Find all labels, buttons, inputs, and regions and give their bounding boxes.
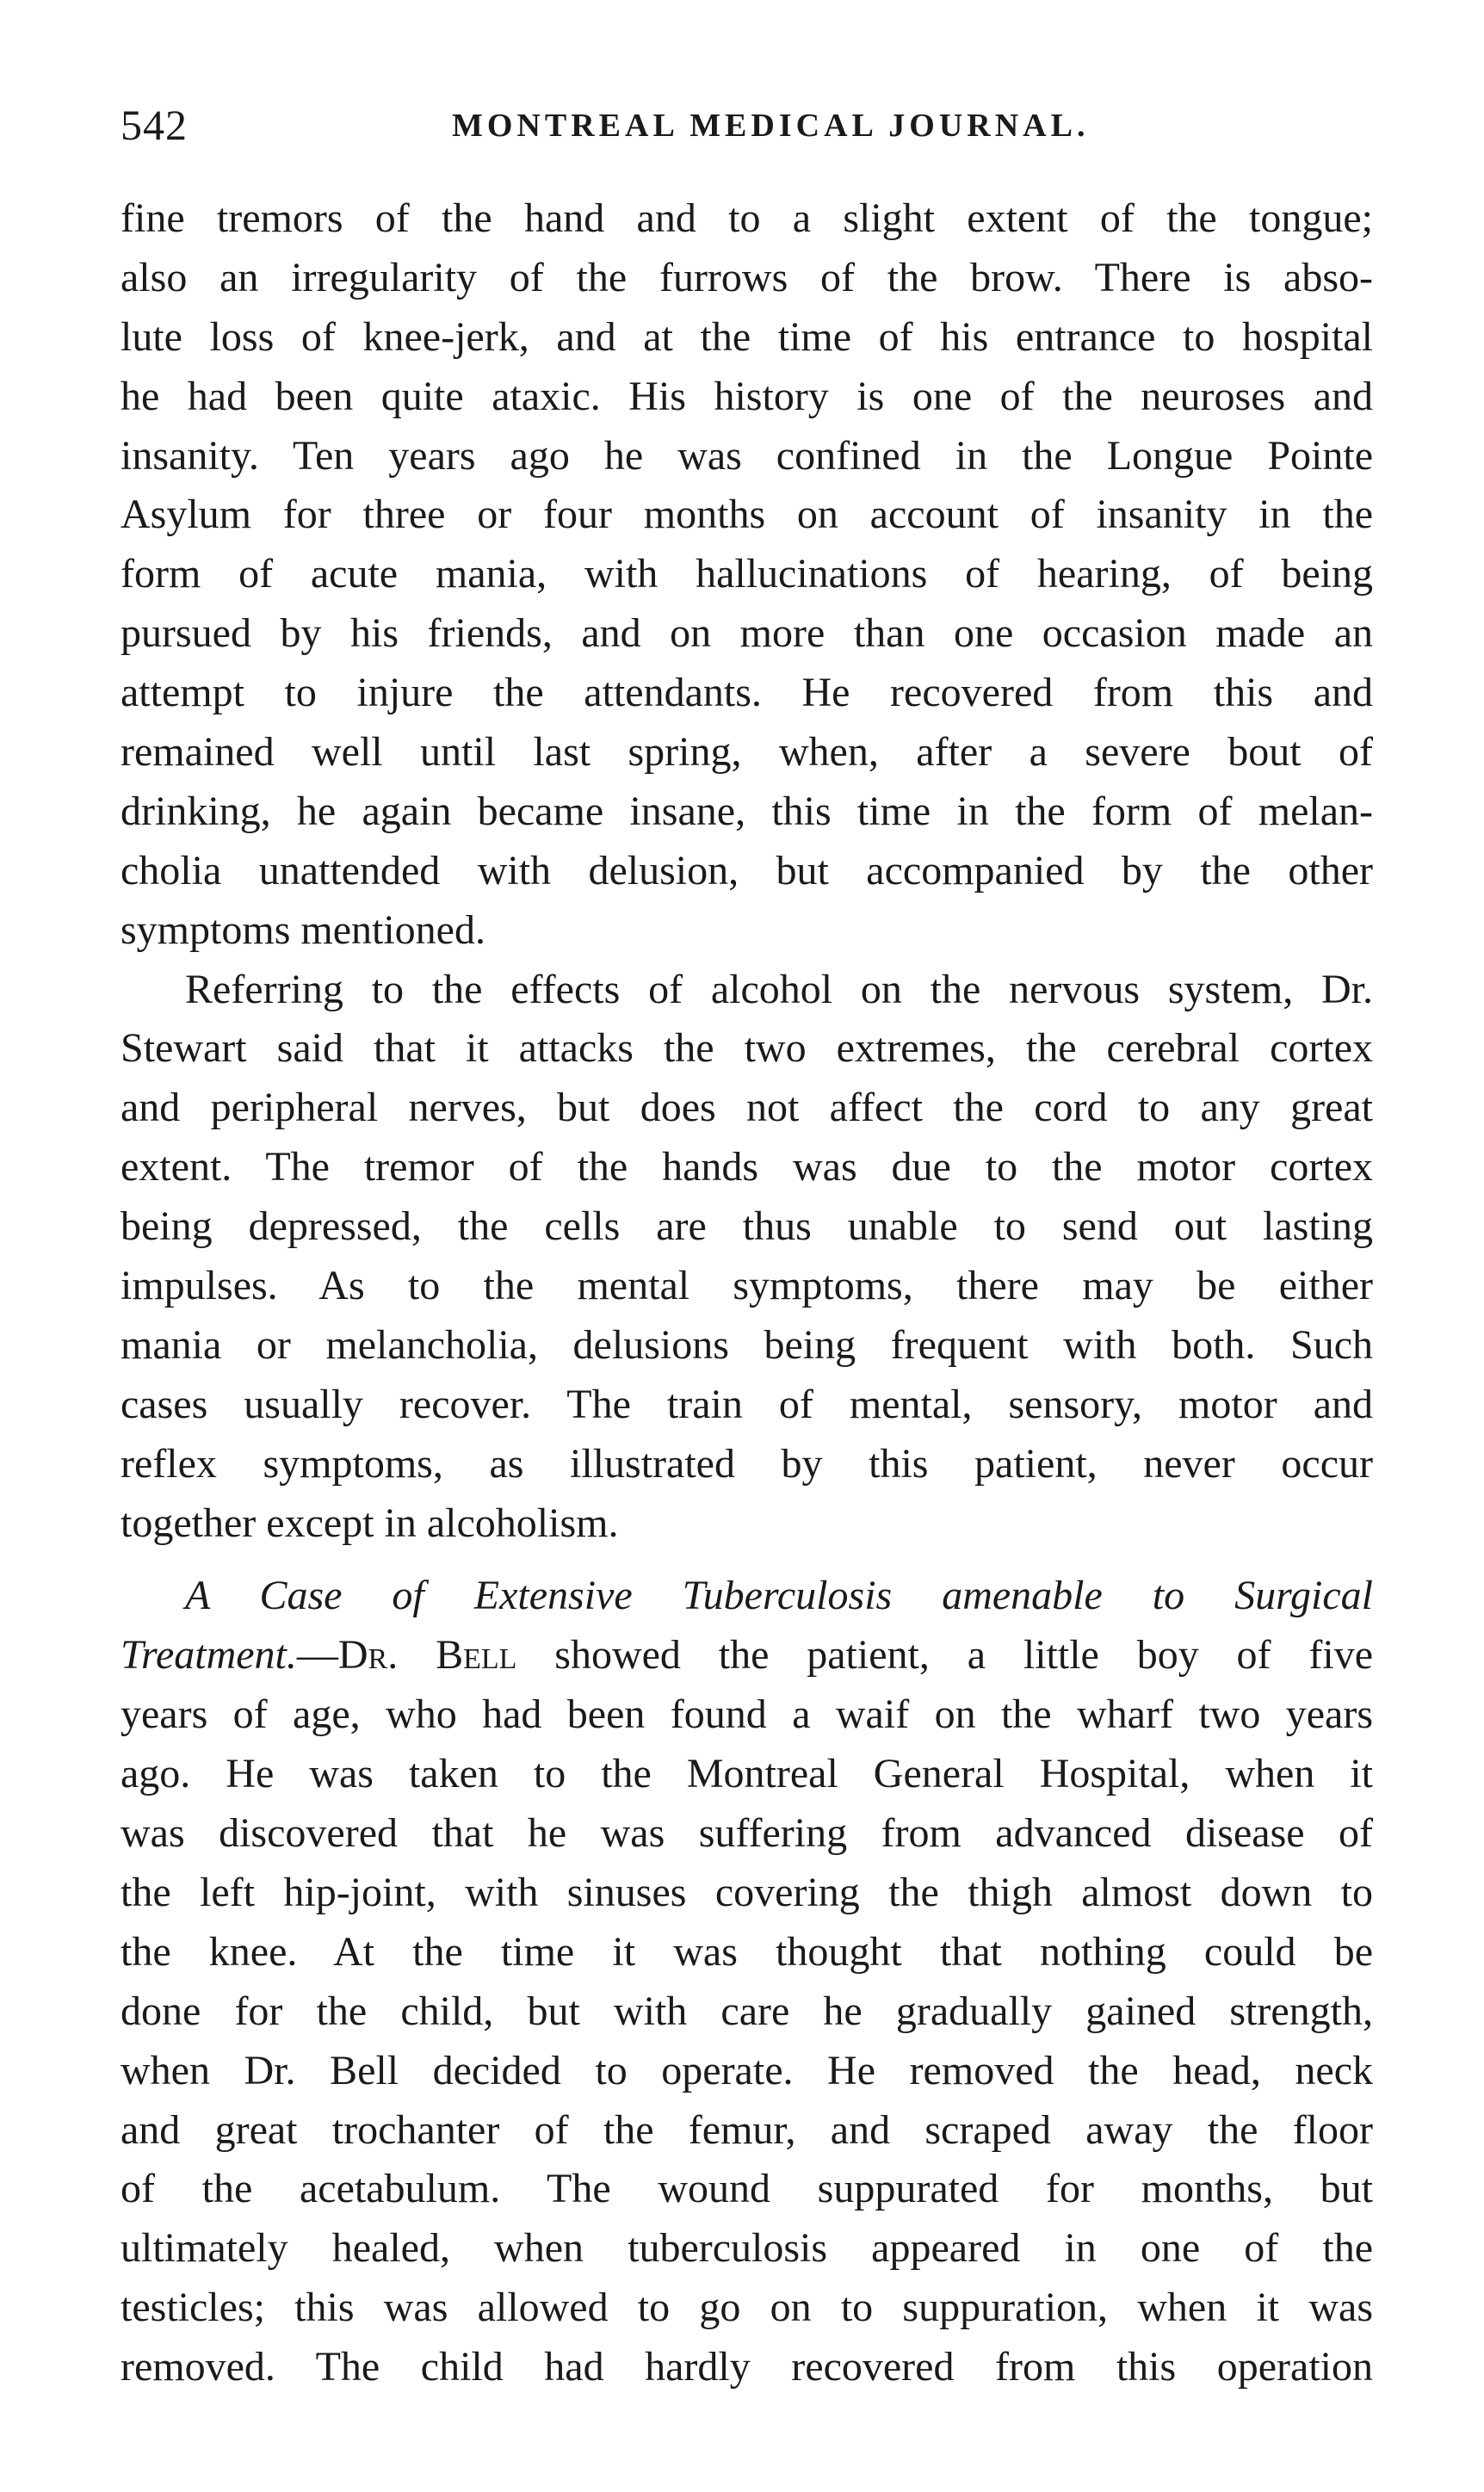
text-line: ago. He was taken to the Montreal General Hospital, when it [121, 1751, 1373, 1797]
case-title: A Case of Extensive Tuberculosis amenable to Surgical [185, 1573, 1373, 1619]
paragraph-alcohol-discussion [121, 961, 1373, 1554]
text-line: removed. The child had hardly recovered from this operation [121, 2344, 1373, 2390]
author-name: Bell [436, 1632, 517, 1679]
text-line: mania or melancholia, delusions being frequent with both. Such [121, 1321, 1373, 1368]
text-line: the knee. At the time it was thought that nothing could be [121, 1928, 1373, 1975]
text-line: done for the child, but with care he gradually gained strength, [121, 1988, 1373, 2034]
text-line: symptoms mentioned. [121, 906, 485, 953]
text-line: years of age, who had been found a waif on the wharf two years [121, 1691, 1373, 1738]
text-line: cases usually recover. The train of mental, sensory, motor and [121, 1381, 1373, 1427]
author-dr: Dr. [337, 1632, 399, 1679]
text-line: lute loss of knee-jerk, and at the time of his entrance to hospital [121, 313, 1373, 360]
text-line: Referring to the effects of alcohol on the nervous system, Dr. [185, 966, 1373, 1012]
text-line: extent. The tremor of the hands was due to the motor cortex [121, 1144, 1373, 1190]
text-line: form of acute mania, with hallucinations of hearing, of being [121, 551, 1373, 597]
text-line: when Dr. Bell decided to operate. He removed the head, neck [121, 2047, 1373, 2093]
text-line: of the acetabulum. The wound suppurated for months, but [121, 2166, 1373, 2212]
text-line: and great trochanter of the femur, and scraped away the floor [121, 2106, 1373, 2153]
text-line: being depressed, the cells are thus unable to send out lasting [121, 1203, 1373, 1250]
text-line: pursued by his friends, and on more than one occasion made an [121, 610, 1373, 657]
em-dash: — [296, 1632, 338, 1679]
text-line-with-title [121, 1626, 1373, 1685]
journal-title: MONTREAL MEDICAL JOURNAL. [452, 108, 1090, 144]
text-line: drinking, he again became insane, this time in the form of melan- [121, 788, 1373, 834]
text-line: he had been quite ataxic. His history is one of the neuroses and [121, 373, 1373, 419]
text-line: remained well until last spring, when, after a severe bout of [121, 729, 1373, 776]
text-line: Asylum for three or four months on account of insanity in the [121, 492, 1373, 538]
text-line: cholia unattended with delusion, but accompanied by the other [121, 847, 1373, 894]
text-line: impulses. As to the mental symptoms, there may be either [121, 1263, 1373, 1309]
case-title-end: Treatment. [121, 1632, 297, 1679]
text-line: Stewart said that it attacks the two extremes, the cerebral cortex [121, 1025, 1373, 1072]
text-line: together except in alcoholism. [121, 1500, 619, 1546]
text-line: fine tremors of the hand and to a slight extent of the tongue; [121, 195, 1373, 241]
paragraph-alcohol-case [121, 189, 1373, 961]
running-head [121, 95, 1373, 155]
text-line: the left hip-joint, with sinuses covering the thigh almost down to [121, 1869, 1373, 1915]
text-line: reflex symptoms, as illustrated by this patient, never occur [121, 1440, 1373, 1487]
text-line: also an irregularity of the furrows of the brow. There is abso- [121, 254, 1373, 300]
body-text [121, 189, 1373, 2397]
line-rest: showed the patient, a little boy of five [516, 1632, 1374, 1679]
section-gap [121, 1553, 1373, 1567]
page-number: 542 [121, 101, 188, 149]
text-line: insanity. Ten years ago he was confined in the Longue Pointe [121, 432, 1373, 479]
paragraph-tuberculosis-case [121, 1567, 1373, 2396]
text-line: testicles; this was allowed to go on to suppuration, when it was [121, 2285, 1373, 2331]
text-line: and peripheral nerves, but does not affect the cord to any great [121, 1085, 1373, 1131]
text-line: was discovered that he was suffering from advanced disease of [121, 1810, 1373, 1857]
text-line: ultimately healed, when tuberculosis appeared in one of the [121, 2225, 1373, 2272]
text-line: attempt to injure the attendants. He recovered from this and [121, 670, 1373, 716]
